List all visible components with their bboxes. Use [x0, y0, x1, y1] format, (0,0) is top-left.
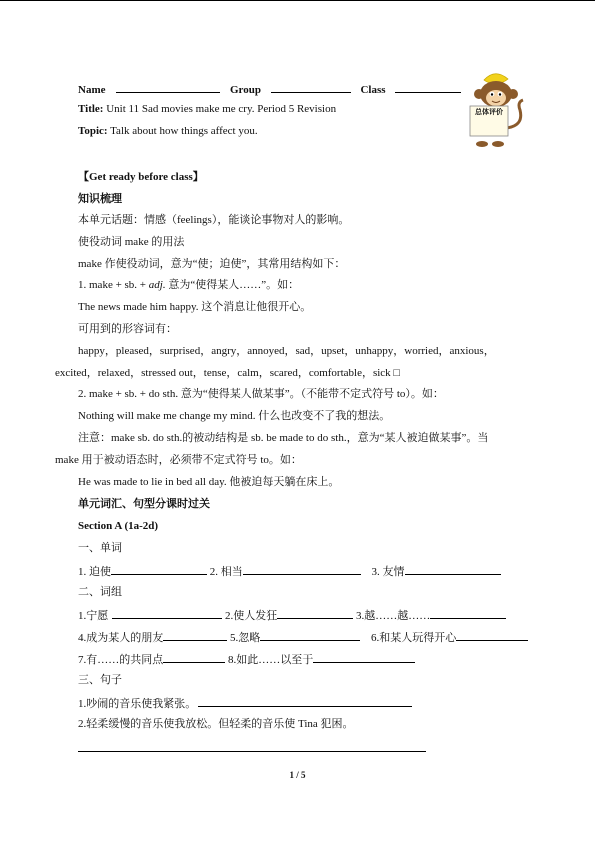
phrase-item-3: 3.越……越…… — [356, 610, 431, 622]
name-blank[interactable] — [116, 81, 220, 93]
adjectives-line-1: happy，pleased，surprised，angry，annoyed，sad，upset，unhappy，worried，anxious， — [78, 345, 495, 357]
phrase-blank-4[interactable] — [163, 629, 227, 641]
phrases-row-3 — [78, 651, 415, 667]
topic-summary: 本单元话题：情感（feelings），能谈论事物对人的影响。 — [78, 214, 350, 226]
phrase-item-5: 5.忽略 — [230, 632, 261, 644]
phrase-blank-2[interactable] — [277, 607, 353, 619]
word-blank-1[interactable] — [111, 563, 207, 575]
sentence-2: 2.轻柔缓慢的音乐使我放松。但轻柔的音乐使 Tina 犯困。 — [78, 718, 354, 730]
note-line-2: make 用于被动语态时，必须带不定式符号 to。如： — [55, 454, 302, 466]
example-3: He was made to lie in bed all day. 他被迫每天躺在床上。 — [78, 476, 340, 488]
rule-1 — [78, 278, 299, 292]
title-line — [78, 102, 336, 116]
evaluation-badge-text: 总体评价 — [475, 108, 503, 116]
phrase-item-1: 1.宁愿 — [78, 610, 109, 622]
rule-2: 2. make + sb. + do sth. 意为“使得某人做某事”。（不能带不定式符号 to）。如： — [78, 388, 444, 400]
sentence-1-row — [78, 695, 412, 711]
phrase-blank-6[interactable] — [456, 629, 528, 641]
example-1: The news made him happy. 这个消息让他很开心。 — [78, 301, 312, 313]
word-item-1: 1. 迫使 — [78, 566, 111, 578]
phrase-item-2: 2.使人发狂 — [225, 610, 278, 622]
group-blank[interactable] — [271, 81, 351, 93]
phrase-blank-7[interactable] — [163, 651, 225, 663]
page-number: 1 / 5 — [289, 770, 306, 780]
phrase-blank-5[interactable] — [260, 629, 360, 641]
class-label: Class — [360, 84, 386, 96]
rule-1-part-b: 意为“使得某人……”。如： — [165, 279, 300, 291]
make-usage-heading: 使役动词 make 的用法 — [78, 236, 185, 248]
adjectives-line-2: excited，relaxed，stressed out，tense，calm，scared，comfortable，sick □ — [55, 367, 401, 379]
phrase-item-8: 8.如此……以至于 — [228, 654, 314, 666]
word-blank-2[interactable] — [243, 563, 361, 575]
unit-vocab-heading: 单元词汇、句型分课时过关 — [78, 498, 210, 510]
word-item-3: 3. 友情 — [371, 566, 405, 578]
part-phrases-heading: 二、词组 — [78, 586, 122, 598]
phrase-item-6: 6.和某人玩得开心 — [371, 632, 457, 644]
phrase-blank-1[interactable] — [112, 607, 222, 619]
word-item-2: 2. 相当 — [209, 566, 243, 578]
part-words-heading: 一、单词 — [78, 542, 122, 554]
part-sentences-heading: 三、句子 — [78, 674, 122, 686]
group-label: Group — [230, 84, 261, 96]
phrases-row-2 — [78, 629, 528, 645]
topic-label: Topic: — [78, 125, 108, 137]
knowledge-heading: 知识梳理 — [78, 193, 122, 205]
section-heading: 【Get ready before class】 — [78, 171, 204, 183]
section-a-heading: Section A (1a-2d) — [78, 520, 159, 532]
make-intro: make 作使役动词，意为“使；迫使”，其常用结构如下： — [78, 258, 346, 270]
name-label: Name — [78, 84, 106, 96]
sentence-2-blank[interactable] — [78, 751, 426, 752]
phrase-blank-3[interactable] — [430, 607, 506, 619]
topic-text: Talk about how things affect you. — [110, 125, 258, 137]
topic-line — [78, 124, 258, 138]
sentence-1-blank[interactable] — [198, 695, 412, 707]
phrase-blank-8[interactable] — [313, 651, 415, 663]
title-text: Unit 11 Sad movies make me cry. Period 5 Revision — [106, 103, 337, 115]
words-row — [78, 563, 501, 579]
rule-1-part-a: 1. make + sb. + — [78, 279, 149, 291]
phrases-row-1 — [78, 607, 506, 623]
adjectives-label: 可用到的形容词有： — [78, 323, 177, 335]
example-2: Nothing will make me change my mind. 什么也改变不了我的想法。 — [78, 410, 391, 422]
title-label: Title: — [78, 103, 104, 115]
phrase-item-7: 7.有……的共同点 — [78, 654, 164, 666]
note-line-1: 注意：make sb. do sth.的被动结构是 sb. be made to do sth.，意为“某人被迫做某事”。当 — [78, 432, 489, 444]
phrase-item-4: 4.成为某人的朋友 — [78, 632, 164, 644]
sentence-1: 1.吵闹的音乐使我紧张。 — [78, 698, 197, 710]
header-fields-row — [78, 81, 461, 97]
rule-1-adj: adj. — [148, 279, 166, 291]
class-blank[interactable] — [395, 81, 461, 93]
word-blank-3[interactable] — [405, 563, 501, 575]
